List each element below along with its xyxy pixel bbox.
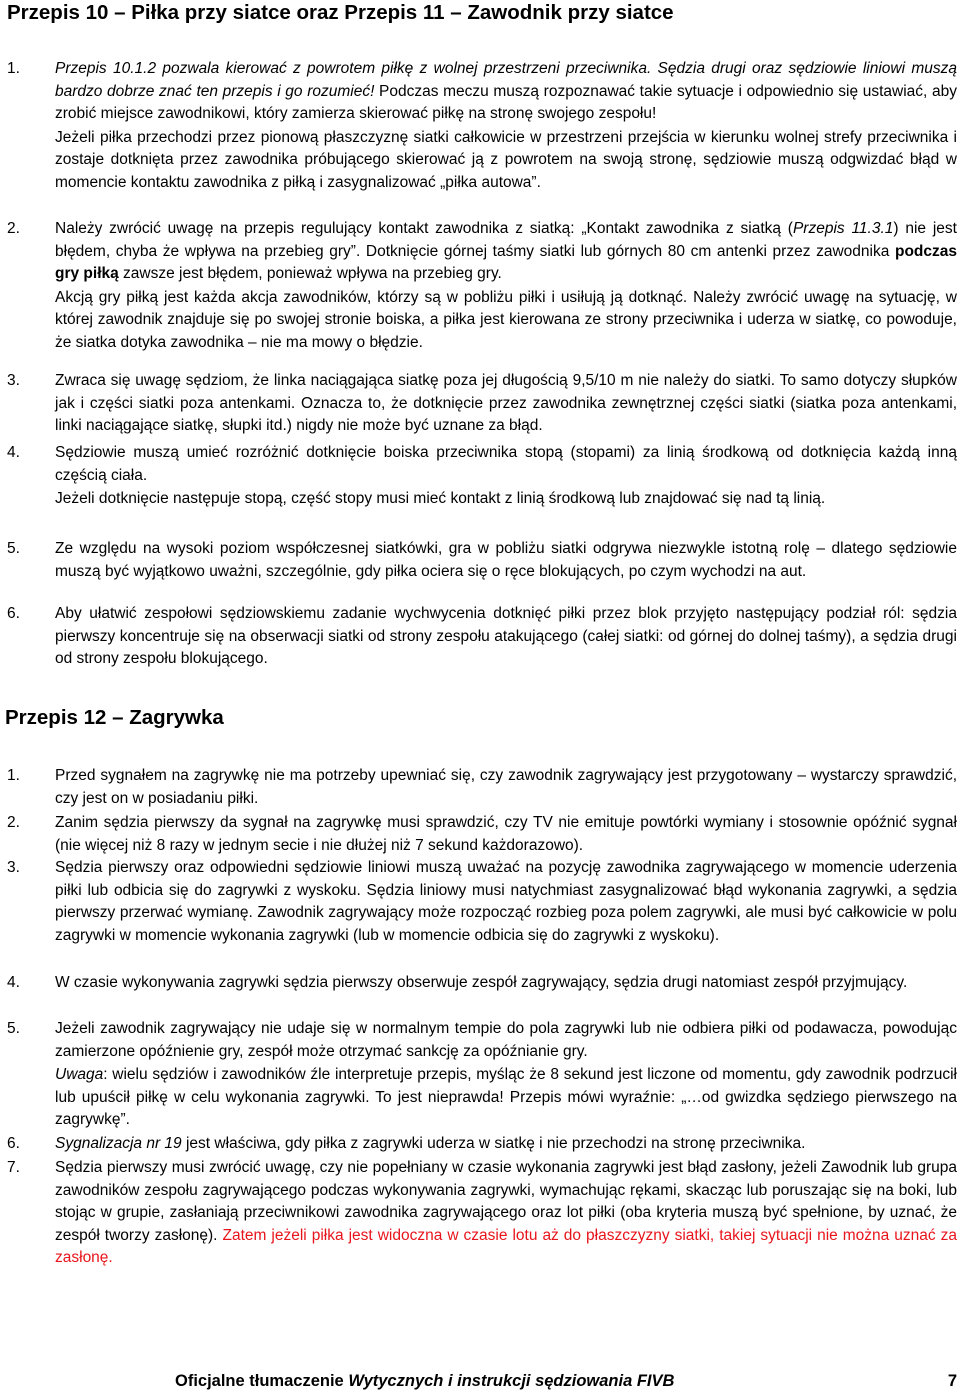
item-number: 2.: [7, 814, 20, 831]
list-item: [7, 370, 957, 438]
paragraph: Zanim sędzia pierwszy da sygnał na zagrywkę musi sprawdzić, czy TV nie emituje powtórki wymiany i stosownie opóźnić sygnał (nie więcej niż 8 razy w jednym secie i nie dłużej niż 7 sekund każdorazowo).: [55, 814, 957, 854]
paragraph: [55, 1064, 957, 1132]
list-item: [7, 1133, 957, 1156]
section-heading: Przepis 12 – Zagrywka: [5, 706, 224, 729]
item-number: 1.: [7, 767, 20, 784]
paragraph: Zwraca się uwagę sędziom, że linka naciągająca siatkę poza jej długością 9,5/10 m nie należy do siatki. To samo dotyczy słupków jak i części siatki poza antenkami. Oznacza to, że dotknięcie przez zawodnika zewnętrznej części siatki (siatka poza antenkami, linki naciągające siatkę, słupki itd.) nigdy nie może być uznane za błąd.: [55, 372, 957, 435]
item-number: 6.: [7, 605, 20, 622]
list-item: [7, 538, 957, 583]
text: ) nie jest błędem, chyba że wpływa na przebieg gry”. Dotknięcie górnej taśmy siatki lub górnych 80 cm antenki przez zawodnika: [55, 220, 957, 260]
list-item: [7, 218, 957, 355]
page-footer: [175, 1372, 960, 1391]
paragraph: Akcją gry piłką jest każda akcja zawodników, którzy są w pobliżu piłki i usiłują ją dotknąć. Należy zwrócić uwagę na sytuację, w której zawodnik znajduje się po swojej stronie boiska, a piłka jest kierowana ze strony przeciwnika i uderza w siatkę, co powoduje, że siatka dotyka zawodnika – nie ma mowy o błędzie.: [55, 288, 957, 351]
item-number: 2.: [7, 220, 20, 237]
list-item: [7, 972, 957, 995]
list-item: [7, 1157, 957, 1270]
item-number: 6.: [7, 1135, 20, 1152]
paragraph: Sędzia pierwszy oraz odpowiedni sędziowie liniowi muszą uważać na pozycję zawodnika zagrywającego w momencie uderzenia piłki lub odbicia się do zagrywki z wyskoku. Sędzia liniowy musi natychmiast zasygnalizować błąd wykonania zagrywki, a sędzia pierwszy przerwać wymianę. Zawodnik zagrywający może rozpocząć rozbieg poza polem zagrywki, ale musi być całkowicie w polu zagrywki w momencie wykonania zagrywki (lub w momencie odbicia się do zagrywki z wyskoku).: [55, 859, 957, 944]
italic-text: Przepis 10.1.2 pozwala kierować z powrotem piłkę z wolnej przestrzeni przeciwnika. Sędzia drugi oraz sędziowie liniowi muszą bardzo dobrze znać ten przepis i go rozumieć!: [55, 60, 957, 100]
paragraph: W czasie wykonywania zagrywki sędzia pierwszy obserwuje zespół zagrywający, sędzia drugi natomiast zespół przyjmujący.: [55, 974, 908, 991]
list-item: [7, 1018, 957, 1132]
paragraph: Przed sygnałem na zagrywkę nie ma potrzeby upewniać się, czy zawodnik zagrywający jest przygotowany – wystarczy sprawdzić, czy jest on w posiadaniu piłki.: [55, 767, 957, 807]
text: jest właściwa, gdy piłka z zagrywki uderza w siatkę i nie przechodzi na stronę przeciwnika.: [181, 1135, 806, 1152]
item-number: 7.: [7, 1159, 20, 1176]
item-number: 5.: [7, 540, 20, 557]
footer-text: Oficjalne tłumaczenie: [175, 1372, 349, 1390]
item-number: 1.: [7, 60, 20, 77]
paragraph: Jeżeli zawodnik zagrywający nie udaje się w normalnym tempie do pola zagrywki lub nie odbiera piłki od podawacza, powodując zamierzone opóźnienie gry, zespół może otrzymać sankcję za opóźnianie gry.: [55, 1020, 957, 1060]
text: zawsze jest błędem, ponieważ wpływa na przebieg gry.: [118, 265, 502, 283]
paragraph: [55, 1133, 957, 1156]
list-item: [7, 765, 957, 810]
item-number: 4.: [7, 974, 20, 991]
text: Sędzia pierwszy musi zwrócić uwagę, czy nie popełniany w czasie wykonania zagrywki jest błąd zasłony, jeżeli Zawodnik lub grupa zawodników zespołu zagrywającego podczas wykonywania zagrywki, wymachując rękami, skacząc lub poruszając się na boki, lub stojąc w grupie, zasłaniają przeciwnikowi zawodnika zagrywającego oraz lot piłki (oba kryteria muszą być spełnione, by uznać, że zespół tworzy zasłonę).: [55, 1159, 957, 1244]
italic-text: Uwaga: [55, 1066, 104, 1084]
text: Należy zwrócić uwagę na przepis regulujący kontakt zawodnika z siatką: „Kontakt zawodnika z siatką (: [55, 220, 793, 237]
item-number: 3.: [7, 372, 20, 389]
list-item: [7, 603, 957, 671]
text: Podczas meczu muszą rozpoznawać takie sytuacje i odpowiednio się ustawiać, aby zrobić miejsce zawodnikowi, który zamierza skierować piłkę na stronę swojego zespołu!: [55, 82, 957, 123]
list-item: [7, 857, 957, 947]
paragraph: Sędziowie muszą umieć rozróżnić dotknięcie boiska przeciwnika stopą (stopami) za linią środkową od dotknięcia każdą inną częścią ciała.: [55, 444, 957, 484]
bold-text: podczas gry piłką: [55, 242, 957, 283]
list-item: [7, 58, 957, 195]
red-highlight-text: Zatem jeżeli piłka jest widoczna w czasie lotu aż do płaszczyzny siatki, takiej sytuacji nie można uznać za zasłonę.: [55, 1226, 958, 1267]
italic-text: Przepis 11.3.1: [792, 220, 894, 237]
section-heading: Przepis 10 – Piłka przy siatce oraz Przepis 11 – Zawodnik przy siatce: [7, 1, 674, 24]
footer-italic-text: Wytycznych i instrukcji sędziowania FIVB: [348, 1372, 675, 1390]
paragraph: [55, 218, 957, 286]
page-number: 7: [947, 1372, 957, 1390]
italic-text: Sygnalizacja nr 19: [55, 1135, 182, 1152]
paragraph: Jeżeli dotknięcie następuje stopą, część stopy musi mieć kontakt z linią środkową lub znajdować się nad tą linią.: [55, 490, 826, 508]
list-item: [7, 812, 957, 857]
list-item: [7, 442, 957, 511]
item-number: 3.: [7, 859, 20, 876]
paragraph: [55, 58, 957, 126]
paragraph: Aby ułatwić zespołowi sędziowskiemu zadanie wychwycenia dotknięć piłki przez blok przyjęto następujący podział ról: sędzia pierwszy koncentruje się na obserwacji siatki od strony zespołu atakującego (całej siatki: od górnej do dolnej taśmy), a sędzia drugi od strony zespołu blokującego.: [55, 605, 957, 668]
paragraph: Jeżeli piłka przechodzi przez pionową płaszczyznę siatki całkowicie w przestrzeni przejścia w kierunku wolnej strefy przeciwnika i zostaje dotknięta przez zawodnika próbującego skierować ją z powrotem na swoją stronę, sędziowie muszą odgwizdać błąd w momencie kontaktu zawodnika z piłką i zasygnalizować „piłka autowa”.: [55, 128, 957, 191]
paragraph: [55, 1157, 957, 1270]
item-number: 4.: [7, 444, 20, 461]
text: : wielu sędziów i zawodników źle interpretuje przepis, myśląc że 8 sekund jest liczone od momentu, gdy zawodnik podrzucił lub upuścił piłkę w celu wykonania zagrywki. To jest nieprawda! Przepis mówi wyraźnie: „…od gwizdka sędziego pierwszego na zagrywkę”.: [55, 1066, 957, 1129]
item-number: 5.: [7, 1020, 20, 1037]
paragraph: Ze względu na wysoki poziom współczesnej siatkówki, gra w pobliżu siatki odgrywa niezwykle istotną rolę – dlatego sędziowie muszą być wyjątkowo uważni, szczególnie, gdy piłka ociera się o ręce blokujących, po czym wychodzi na aut.: [55, 540, 957, 580]
